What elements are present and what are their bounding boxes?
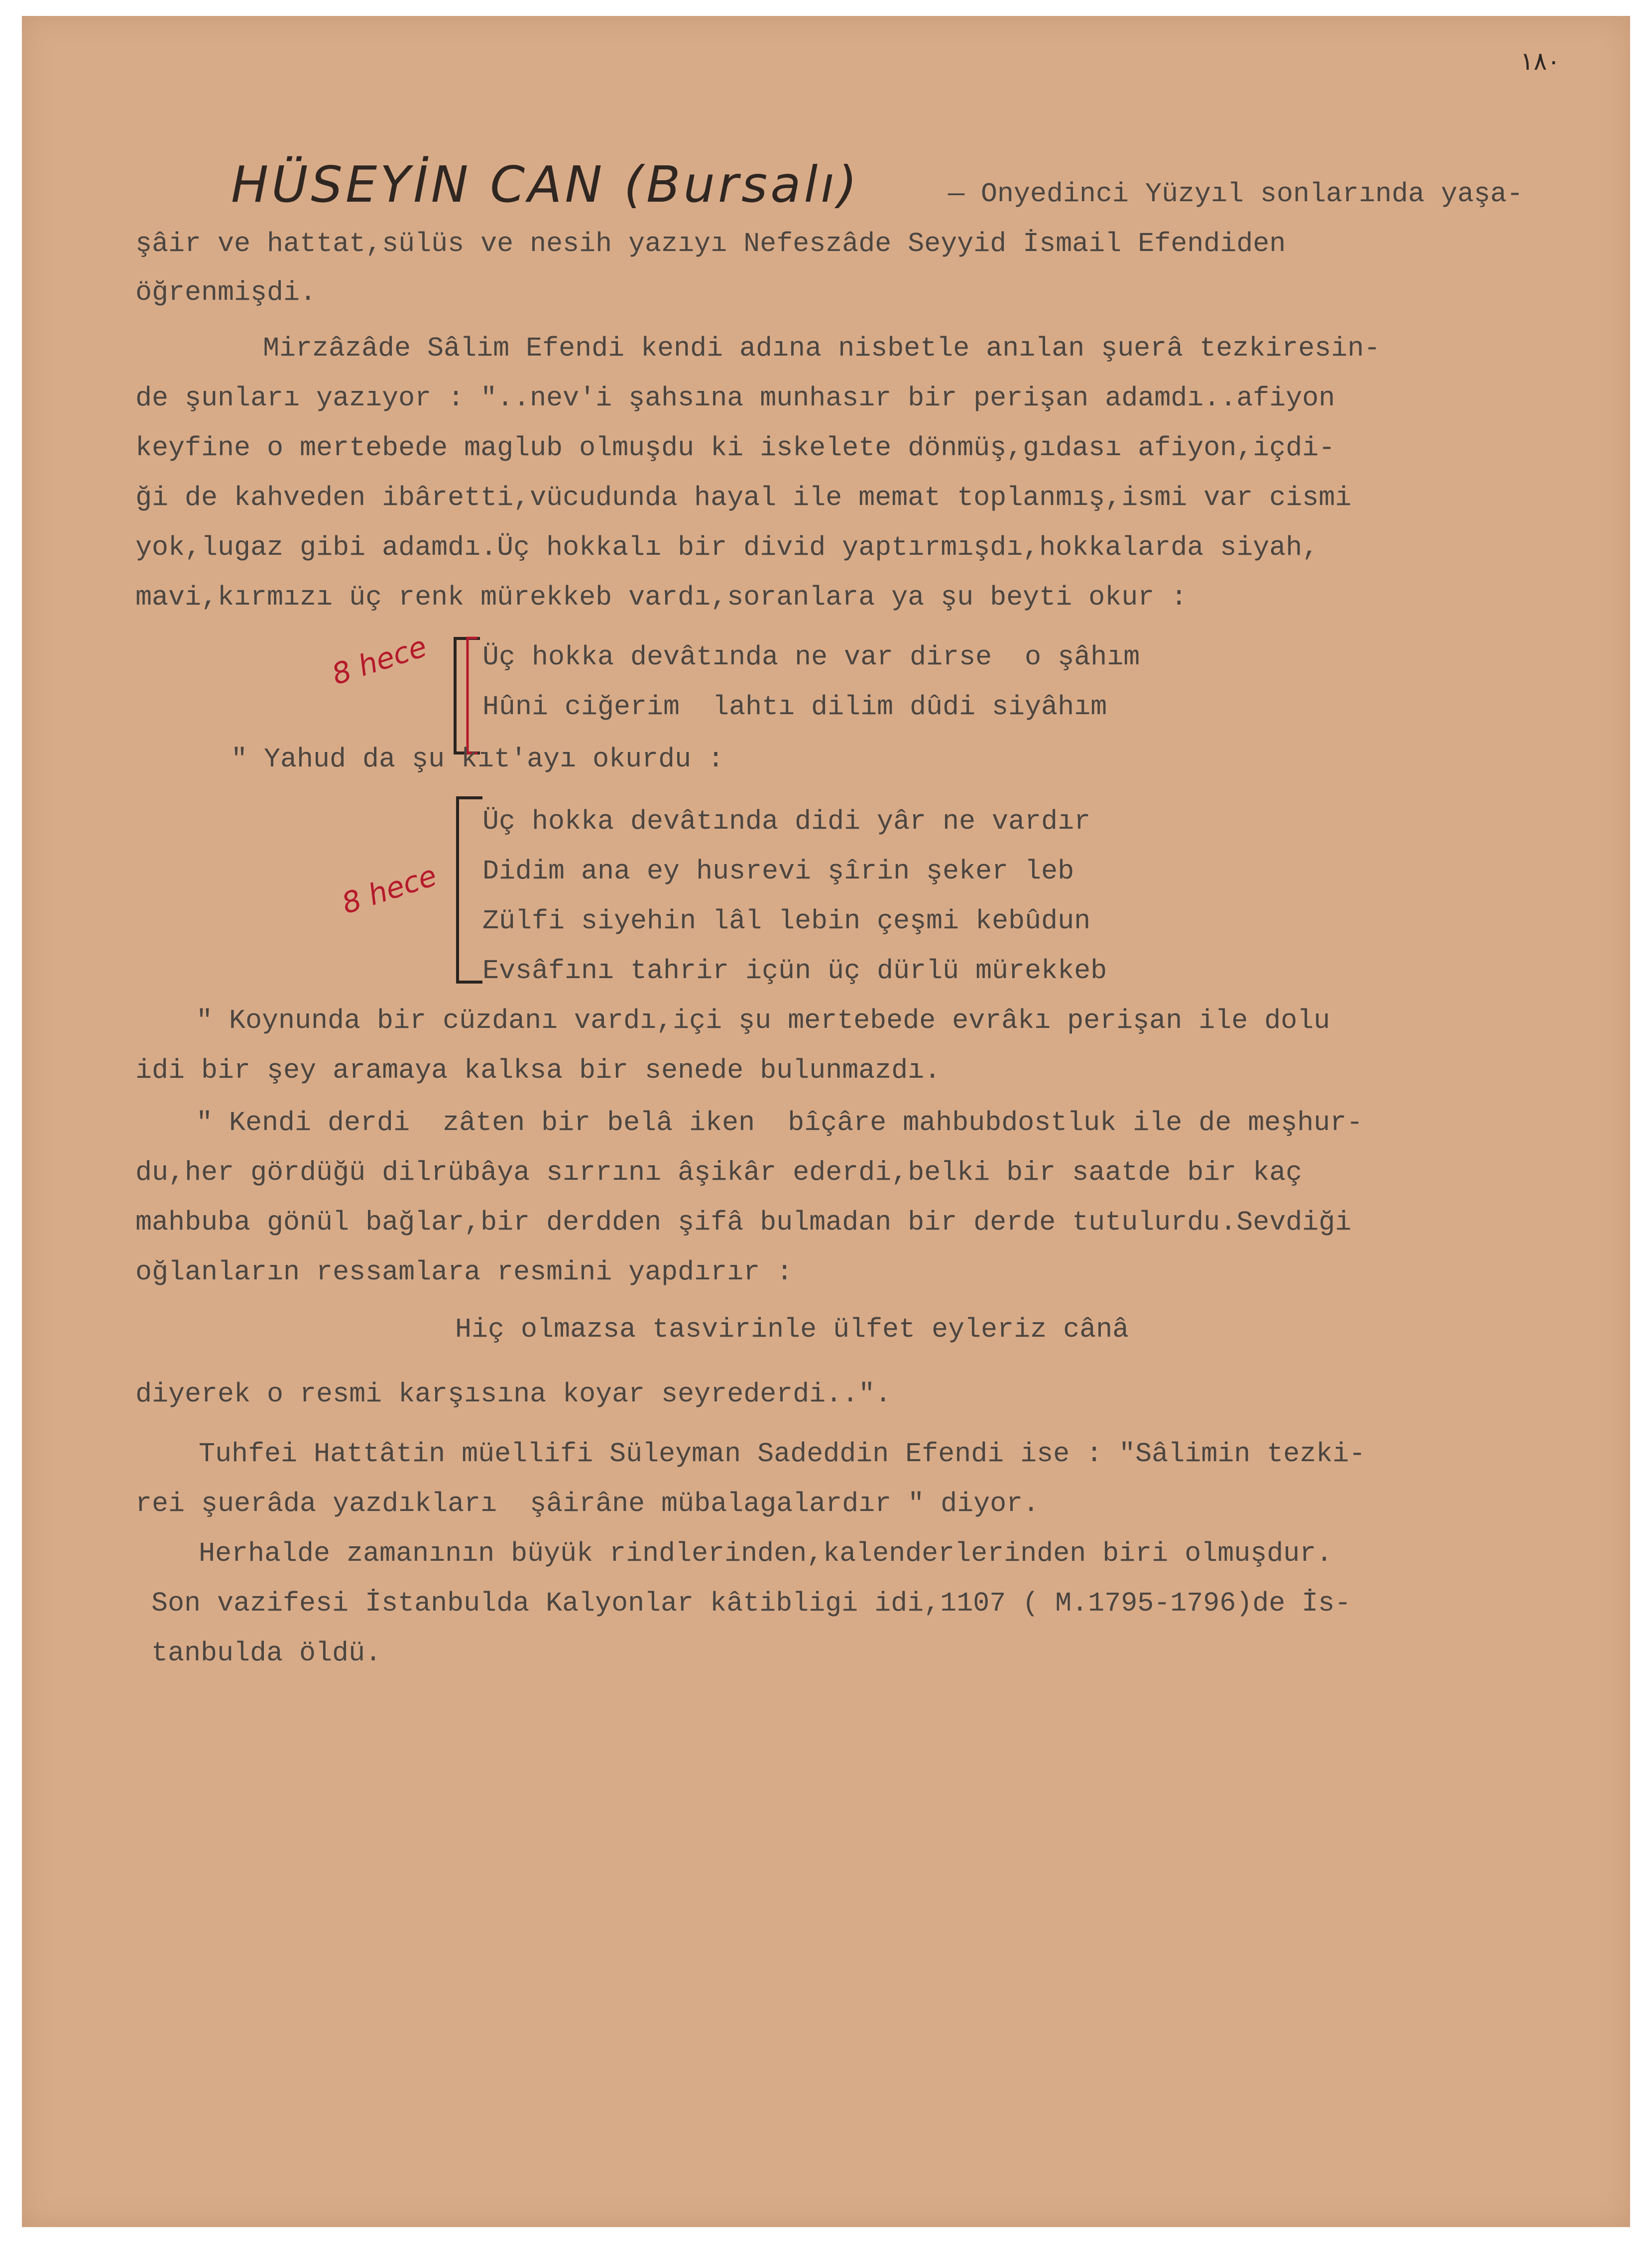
text-line: tanbulda öldü. <box>151 1637 382 1669</box>
text-line: Tuhfei Hattâtin müellifi Süleyman Sadeddin Efendi ise : "Sâlimin tezki- <box>199 1438 1366 1470</box>
text-line: öğrenmişdi. <box>135 277 317 308</box>
text-line: diyerek o resmi karşısına koyar seyrederdi..". <box>135 1378 892 1410</box>
verse-line: Üç hokka devâtında ne var dirse o şâhım <box>482 641 1140 673</box>
verse-line: Üç hokka devâtında didi yâr ne vardır <box>482 806 1091 837</box>
verse-bracket-1-red <box>450 631 485 760</box>
quoted-verse: Hiç olmazsa tasvirinle ülfet eyleriz cânâ <box>455 1314 1129 1345</box>
text-line: ği de kahveden ibâretti,vücudunda hayal ile memat toplanmış,ismi var cismi <box>135 482 1352 513</box>
margin-note-red: 8 hece <box>328 629 431 692</box>
page-number: ١٨٠ <box>1520 47 1560 76</box>
verse-line: Hûni ciğerim lahtı dilim dûdi siyâhım <box>482 691 1107 723</box>
verse-line: Evsâfını tahrir içün üç dürlü mürekkeb <box>482 955 1107 987</box>
text-line: " Kendi derdi zâten bir belâ iken bîçâre mahbubdostluk ile de meşhur- <box>196 1107 1363 1138</box>
text-line: şâir ve hattat,sülüs ve nesih yazıyı Nefeszâde Seyyid İsmail Efendiden <box>135 228 1286 259</box>
verse-line: Didim ana ey husrevi şîrin şeker leb <box>482 856 1074 887</box>
text-line: Mirzâzâde Sâlim Efendi kendi adına nisbetle anılan şuerâ tezkiresin- <box>263 333 1381 364</box>
text-line: du,her gördüğü dilrübâya sırrını âşikâr ederdi,belki bir saatde bir kaç <box>135 1157 1302 1188</box>
text-line: yok,lugaz gibi adamdı.Üç hokkalı bir divid yaptırmışdı,hokkalarda siyah, <box>135 532 1319 563</box>
text-line: " Yahud da şu kıt'ayı okurdu : <box>231 744 724 775</box>
document-page <box>22 16 1630 2227</box>
heading-continuation: — Onyedinci Yüzyıl sonlarında yaşa- <box>948 178 1524 210</box>
text-line: oğlanların ressamlara resmini yapdırır : <box>135 1256 793 1288</box>
text-line: " Koynunda bir cüzdanı vardı,içi şu mertebede evrâkı perişan ile dolu <box>196 1005 1330 1036</box>
handwritten-heading: HÜSEYİN CAN (Bursalı) <box>231 155 860 214</box>
text-line: rei şuerâda yazdıkları şâirâne mübalagalardır " diyor. <box>135 1488 1040 1519</box>
text-line: keyfine o mertebede maglub olmuşdu ki iskelete dönmüş,gıdası afiyon,içdi- <box>135 432 1335 464</box>
text-line: Son vazifesi İstanbulda Kalyonlar kâtibligi idi,1107 ( M.1795-1796)de İs- <box>151 1588 1351 1619</box>
text-line: idi bir şey aramaya kalksa bir senede bulunmazdı. <box>135 1055 941 1086</box>
text-line: mahbuba gönül bağlar,bir derdden şifâ bulmadan bir derde tutulurdu.Sevdiği <box>135 1207 1352 1238</box>
text-line: Herhalde zamanının büyük rindlerinden,kalenderlerinden biri olmuşdur. <box>199 1538 1333 1569</box>
verse-line: Zülfi siyehin lâl lebin çeşmi kebûdun <box>482 905 1091 937</box>
text-line: mavi,kırmızı üç renk mürekkeb vardı,soranlara ya şu beyti okur : <box>135 582 1187 613</box>
text-line: de şunları yazıyor : "..nev'i şahsına munhasır bir perişan adamdı..afiyon <box>135 382 1335 414</box>
margin-note-red: 8 hece <box>338 858 441 921</box>
